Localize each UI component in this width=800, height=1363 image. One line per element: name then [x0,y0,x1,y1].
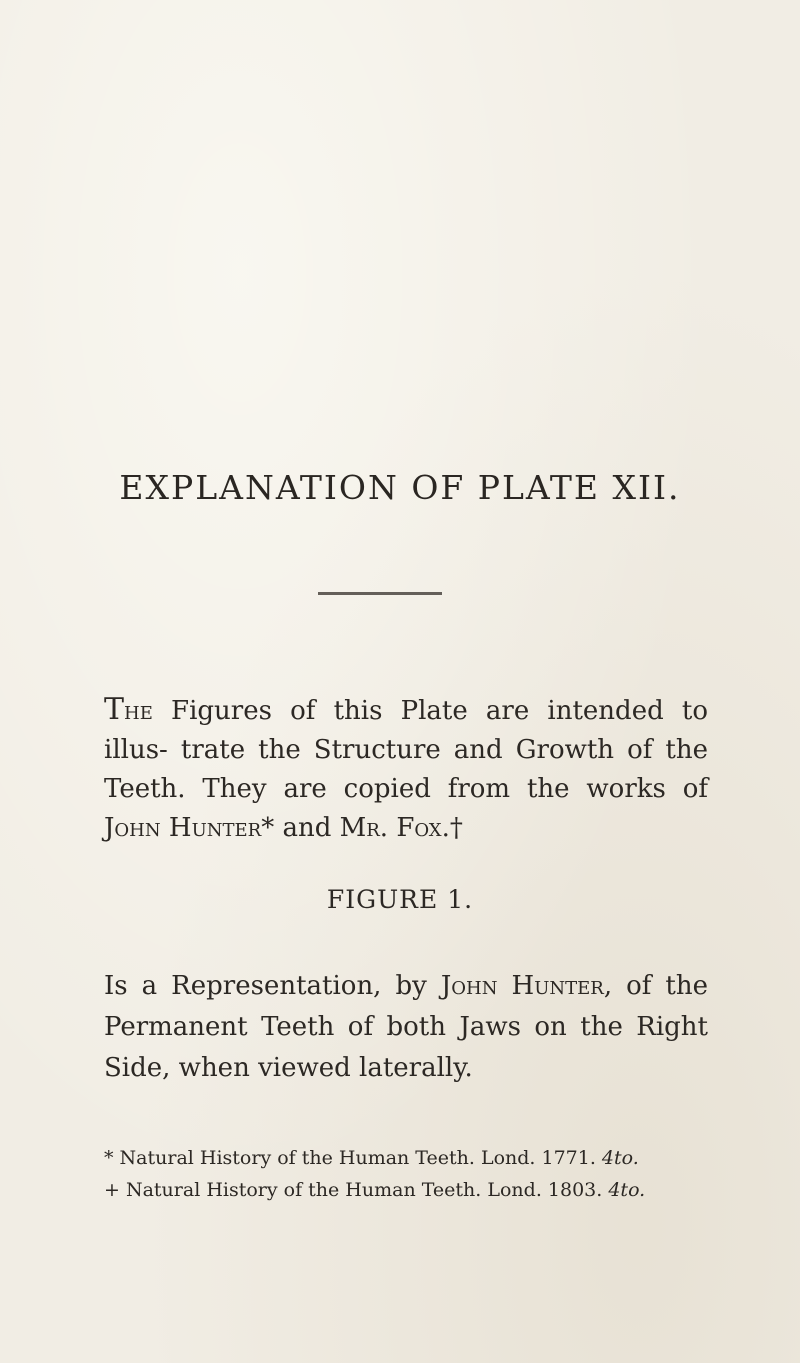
drop-cap-rest: he [124,696,153,726]
footnote-1-format: 4to. [601,1147,639,1169]
author-name-hunter: John Hunter [104,813,262,843]
figure-1-text-1: Is a Representation, by [104,971,441,1001]
footnote-2-marker: + [104,1179,120,1201]
intro-text-2: and [274,813,340,843]
plate-title: EXPLANATION OF PLATE XII. [119,468,681,507]
footnote-2-text: Natural History of the Human Teeth. Lond. 1803. [119,1179,609,1201]
figure-1-author-name: John Hunter [440,971,604,1001]
footnote-1 [104,1142,708,1174]
figure-1-description [104,966,708,1089]
figure-1-heading: FIGURE 1. [326,885,474,914]
footnote-1-marker: * [104,1147,114,1169]
figure-1-text-2: , of the Permanent Teeth of both Jaws on the Right Side, when viewed laterally. [104,971,708,1083]
footnote-2-format: 4to. [608,1179,646,1201]
footnotes [104,1142,708,1206]
footnote-marker-1: * [261,813,275,843]
footnote-1-text: Natural History of the Human Teeth. Lond. 1771. [113,1147,602,1169]
author-name-fox: Mr. Fox. [339,813,450,843]
footnote-2 [104,1174,708,1206]
title-divider-rule [318,592,442,595]
intro-paragraph [104,690,708,848]
drop-cap: T [104,692,125,727]
footnote-marker-2: † [449,813,463,843]
intro-text-1: Figures of this Plate are intended to illus- trate the Structure and Growth of the Teeth. They are copied from the works of [104,696,708,804]
